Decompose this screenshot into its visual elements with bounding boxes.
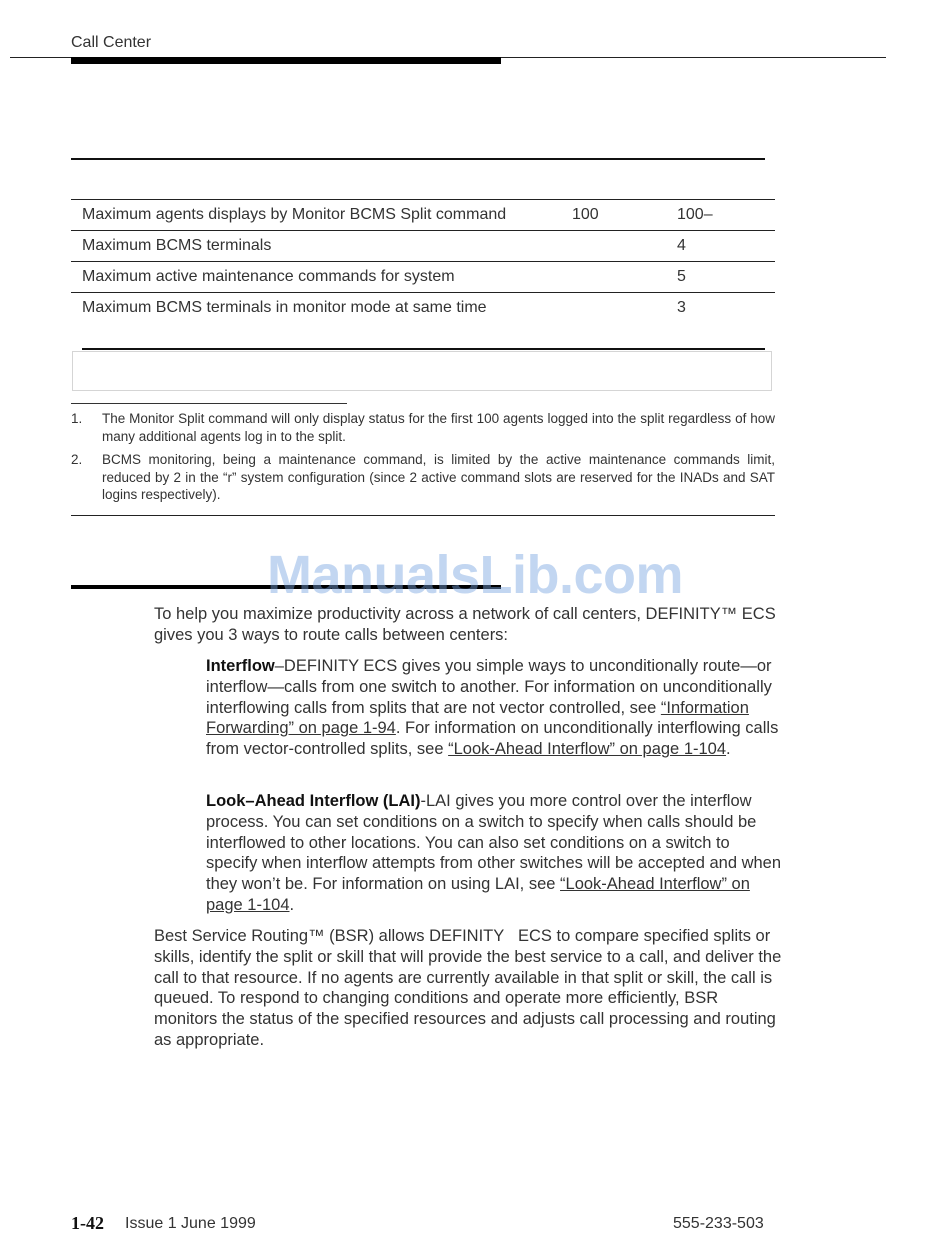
look-ahead-interflow-link[interactable]: “Look-Ahead Interflow” on page 1-104 (448, 740, 727, 759)
table-cell-value-a (572, 293, 677, 324)
table-cell-item: Maximum BCMS terminals (71, 231, 572, 262)
bsr-paragraph: Best Service Routing™ (BSR) allows DEFINITY ECS to compare specified splits or skills, identify the split or skill that will provide the best service to a call, and deliver the call to that resource. If no agents are currently available in that split or skill, the call is queued. To respond to changing conditions and operate more efficiently, BSR monitors the status of the specified resources and adjusts call processing and routing as appropriate. (154, 927, 782, 1049)
lai-paragraph (206, 791, 784, 916)
table-bottom-rule (82, 348, 765, 350)
footnote-number: 2. (71, 452, 83, 467)
table-cell-item: Maximum active maintenance commands for system (71, 262, 572, 293)
information-forwarding-link[interactable]: “Information Forwarding” on page 1-94 (206, 698, 749, 738)
table-cell-value-b: 100– (677, 200, 775, 231)
table-cell-value-b: 5 (677, 262, 775, 293)
table-top-rule (71, 158, 765, 160)
capacity-limits-table (71, 199, 775, 323)
table-cell-value-a (572, 262, 677, 293)
footnote (71, 410, 775, 445)
interflow-text: –DEFINITY ECS gives you simple ways to unconditionally route—or interflow—calls from one switch to another. For information on unconditionally interflowing calls from splits that are not vector controlled, see (206, 657, 772, 717)
footnote-text: The Monitor Split command will only display status for the first 100 agents logged into the split regardless of how many additional agents log in to the split. (102, 411, 775, 444)
interflow-term: Interflow (206, 657, 275, 675)
table-cell-item: Maximum BCMS terminals in monitor mode at same time (71, 293, 572, 324)
table-cell-item: Maximum agents displays by Monitor BCMS Split command (71, 200, 572, 231)
issue-date: Issue 1 June 1999 (125, 1215, 256, 1232)
table-cell-value-a: 100 (572, 200, 677, 231)
footnote-text: BCMS monitoring, being a maintenance command, is limited by the active maintenance commands limit, reduced by 2 in the “r” system configuration (since 2 active command slots are reserved for the INADs and SAT logins respectively). (102, 452, 775, 502)
table-cell-value-b: 4 (677, 231, 775, 262)
table-row (71, 231, 775, 262)
footnote-separator (71, 403, 347, 404)
look-ahead-interflow-link[interactable]: “Look-Ahead Interflow” on page 1-104 (206, 875, 750, 914)
table-row (71, 200, 775, 231)
table-row (71, 293, 775, 324)
table-cell-value-b: 3 (677, 293, 775, 324)
footnote (71, 451, 775, 504)
page-number: 1-42 (71, 1213, 104, 1233)
running-header-title: Call Center (71, 34, 152, 51)
watermark: ManualsLib.com (267, 545, 684, 605)
interflow-text: . (726, 740, 731, 759)
table-cell-value-a (572, 231, 677, 262)
footnote-number: 1. (71, 411, 83, 426)
table-row (71, 262, 775, 293)
footnote-end-rule (71, 515, 775, 516)
interflow-paragraph (206, 656, 784, 760)
lai-term: Look–Ahead Interflow (LAI) (206, 792, 421, 810)
empty-table-footer-box (72, 351, 772, 391)
header-thick-rule (71, 57, 501, 64)
interflow-text: . For information on unconditionally interflowing calls from vector-controlled splits, see (206, 719, 779, 759)
lai-text: . (289, 895, 295, 914)
lai-text: -LAI gives you more control over the interflow process. You can set conditions on a switch to specify when calls should be interflowed to other locations. You can also set conditions on a switch to specify when interflow attempts from other switches will be accepted and when they won’t be. For information on using LAI, see (206, 792, 782, 894)
intro-paragraph: To help you maximize productivity across a network of call centers, DEFINITY™ ECS gives you 3 ways to route calls between centers: (154, 605, 776, 644)
document-number: 555-233-503 (673, 1215, 764, 1232)
